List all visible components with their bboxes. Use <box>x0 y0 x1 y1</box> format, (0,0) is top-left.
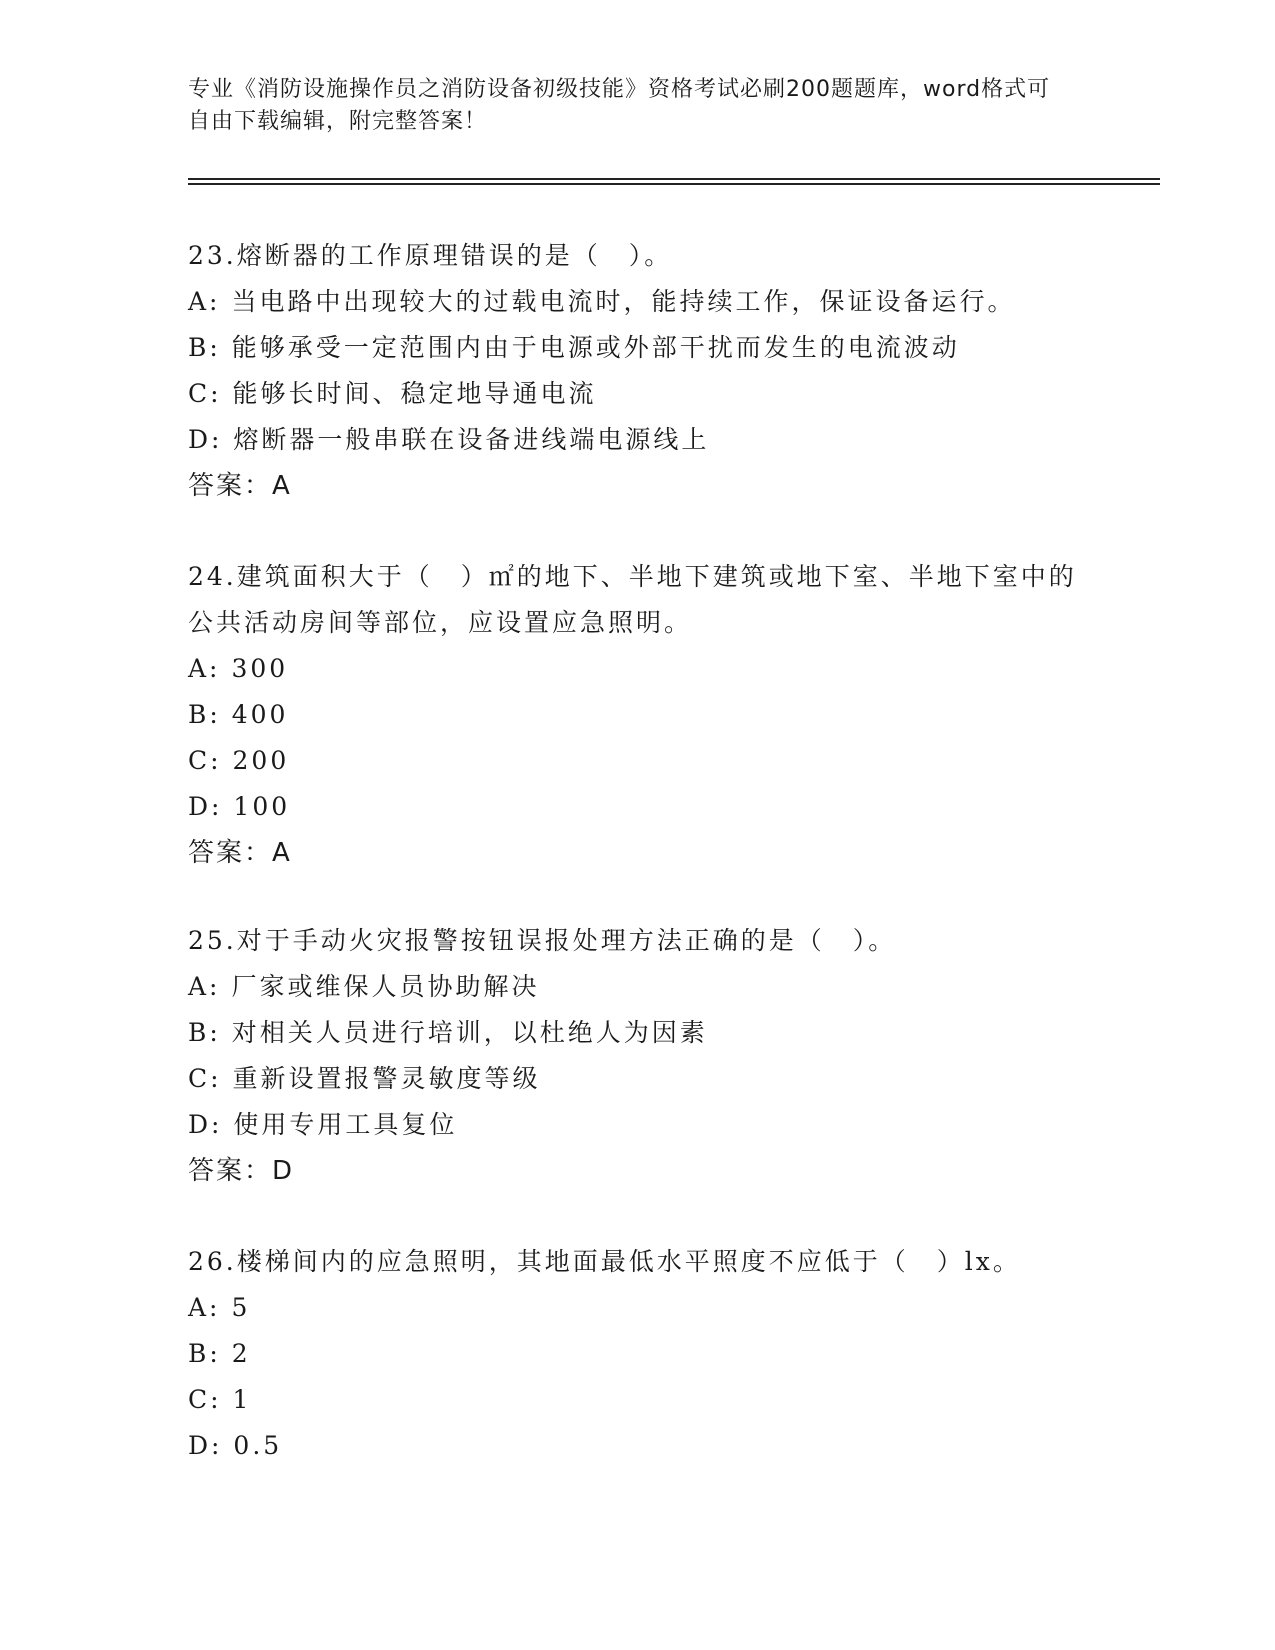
option-text: 200 <box>232 746 290 775</box>
document-header: 专业《消防设施操作员之消防设备初级技能》资格考试必刷200题题库，word格式可自由下载编辑，附完整答案！ <box>188 77 1051 134</box>
option-letter: A: <box>188 287 221 316</box>
option-letter: C: <box>188 1385 222 1414</box>
option-b <box>188 692 1088 738</box>
option-text: 0.5 <box>233 1431 283 1460</box>
option-a <box>188 964 1088 1010</box>
question-stem: 26.楼梯间内的应急照明，其地面最低水平照度不应低于（ ）lx。 <box>188 1247 1021 1276</box>
answer-line: 答案：D <box>188 1156 295 1186</box>
option-text: 2 <box>231 1339 251 1368</box>
option-b <box>188 325 1088 371</box>
option-text: 100 <box>233 792 291 821</box>
option-letter: B: <box>188 333 221 362</box>
option-letter: B: <box>188 1018 221 1047</box>
option-text: 5 <box>231 1293 251 1322</box>
option-text: 能够长时间、稳定地导通电流 <box>232 379 597 408</box>
option-text: 对相关人员进行培训，以杜绝人为因素 <box>231 1018 708 1047</box>
option-text: 1 <box>232 1385 252 1414</box>
question-stem: 24.建筑面积大于（ ）㎡的地下、半地下建筑或地下室、半地下室中的公共活动房间等部位，应设置应急照明。 <box>188 562 1077 637</box>
question-stem: 25.对于手动火灾报警按钮误报处理方法正确的是（ ）。 <box>188 926 897 955</box>
option-letter: C: <box>188 1064 222 1093</box>
question-26 <box>188 1239 1088 1469</box>
option-d <box>188 784 1088 830</box>
option-b <box>188 1331 1088 1377</box>
option-a <box>188 279 1088 325</box>
option-letter: D: <box>188 1431 223 1460</box>
option-c <box>188 371 1088 417</box>
option-letter: C: <box>188 379 222 408</box>
option-text: 当电路中出现较大的过载电流时，能持续工作，保证设备运行。 <box>231 287 1016 316</box>
option-letter: A: <box>188 972 221 1001</box>
option-text: 熔断器一般串联在设备进线端电源线上 <box>233 425 710 454</box>
header-divider-top <box>188 178 1160 180</box>
question-23 <box>188 233 1088 509</box>
option-letter: B: <box>188 700 221 729</box>
question-stem: 23.熔断器的工作原理错误的是（ ）。 <box>188 241 673 270</box>
option-letter: A: <box>188 1293 221 1322</box>
option-text: 能够承受一定范围内由于电源或外部干扰而发生的电流波动 <box>231 333 960 362</box>
option-letter: D: <box>188 425 223 454</box>
answer-line: 答案：A <box>188 838 292 868</box>
option-text: 300 <box>231 654 289 683</box>
option-c <box>188 738 1088 784</box>
option-letter: B: <box>188 1339 221 1368</box>
option-text: 使用专用工具复位 <box>233 1110 458 1139</box>
option-text: 厂家或维保人员协助解决 <box>231 972 540 1001</box>
question-25 <box>188 918 1088 1194</box>
header-divider-bottom <box>188 183 1160 185</box>
option-letter: D: <box>188 792 223 821</box>
option-text: 400 <box>231 700 289 729</box>
option-d <box>188 1423 1088 1469</box>
option-text: 重新设置报警灵敏度等级 <box>232 1064 541 1093</box>
option-letter: C: <box>188 746 222 775</box>
option-a <box>188 646 1088 692</box>
option-a <box>188 1285 1088 1331</box>
option-letter: D: <box>188 1110 223 1139</box>
question-24 <box>188 554 1088 876</box>
option-c <box>188 1377 1088 1423</box>
option-d <box>188 1102 1088 1148</box>
answer-line: 答案：A <box>188 471 292 501</box>
option-b <box>188 1010 1088 1056</box>
option-letter: A: <box>188 654 221 683</box>
option-c <box>188 1056 1088 1102</box>
option-d <box>188 417 1088 463</box>
